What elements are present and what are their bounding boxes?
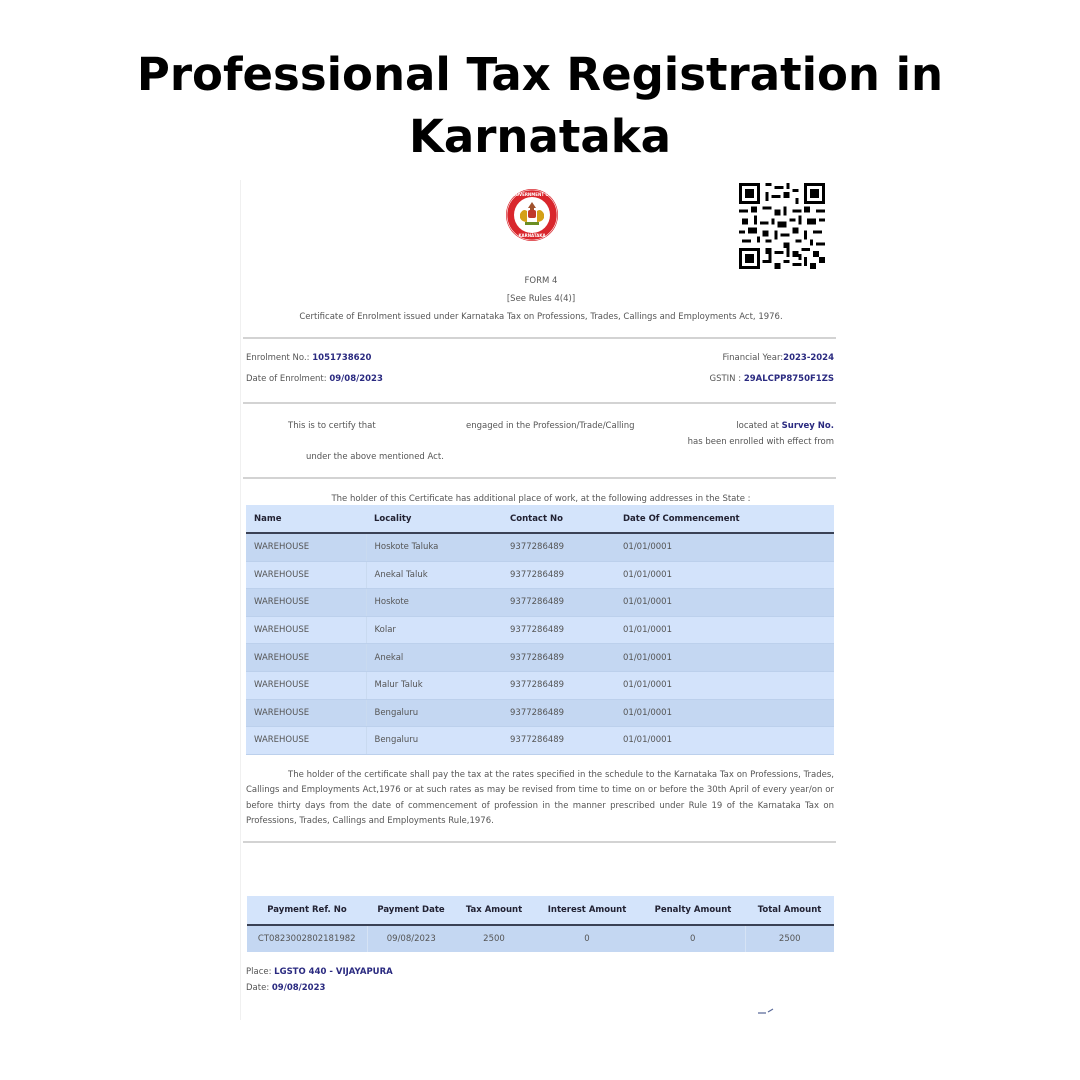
certify-text-4: has been enrolled with effect from [687,437,834,447]
cell-locality: Malur Taluk [366,671,502,699]
divider [243,477,836,479]
svg-text:GOVERNMENT OF: GOVERNMENT OF [512,192,552,197]
survey-no-value: Survey No. [781,421,834,431]
cell-commencement: 01/01/0001 [615,561,834,589]
cell-locality: Anekal [366,644,502,672]
additional-places-table [246,505,834,755]
cell-locality: Bengaluru [366,699,502,727]
date-label: Date: [246,983,270,993]
cell-name: WAREHOUSE [246,533,366,561]
tax-obligation-text: The holder of the certificate shall pay the tax at the rates specified in the schedule to the Karnataka Tax on Professions, Trades, Callings and Employments Act,1976 or at such rates as may be revised from time to time on or before the 30th April of every year/on or before thirty days from the date of commencement of profession in the manner prescribed under Rule 19 of the Karnataka Tax on Professions, Trades, Callings and Employments Rule,1976. [246,770,834,826]
cell-contact: 9377286489 [502,644,615,672]
date-of-enrolment-field [246,374,383,384]
certificate-subtitle: Certificate of Enrolment issued under Karnataka Tax on Professions, Trades, Callings and Employments Act, 1976. [299,312,783,322]
cell-name: WAREHOUSE [246,727,366,755]
date-value: 09/08/2023 [271,983,326,993]
column-header-total-amount: Total Amount [745,896,834,925]
column-header-tax-amount: Tax Amount [455,896,533,925]
financial-year-field [723,353,834,363]
certify-text-2: engaged in the Profession/Trade/Calling [466,421,635,431]
date-field [246,983,325,993]
cell-commencement: 01/01/0001 [615,589,834,617]
enrolment-no-value: 1051738620 [312,353,372,363]
financial-year-label: Financial Year: [722,353,784,363]
cell-locality: Kolar [366,616,502,644]
table-row [246,616,834,644]
certify-text-5: under the above mentioned Act. [306,452,444,462]
table-row [246,671,834,699]
cell-name: WAREHOUSE [246,699,366,727]
date-of-enrolment-label: Date of Enrolment: [246,374,327,384]
cell-name: WAREHOUSE [246,616,366,644]
cell-payment-date: 09/08/2023 [367,925,455,952]
payments-table [247,896,834,952]
table-row [246,589,834,617]
cell-locality: Hoskote Taluka [366,533,502,561]
cell-locality: Anekal Taluk [366,561,502,589]
page-title-line-2: Karnataka [408,110,671,163]
page-title-line-1: Professional Tax Registration in [136,48,944,101]
certify-text-3 [736,421,834,431]
tax-obligation-paragraph [246,768,834,829]
government-emblem-icon [503,184,561,246]
column-header-payment-ref: Payment Ref. No [247,896,367,925]
column-header-contact: Contact No [502,505,615,533]
gstin-label: GSTIN : [709,374,742,384]
cell-contact: 9377286489 [502,727,615,755]
cell-contact: 9377286489 [502,616,615,644]
signature-mark-icon [756,1008,786,1014]
date-of-enrolment-value: 09/08/2023 [329,374,383,384]
cell-commencement: 01/01/0001 [615,616,834,644]
certificate-document [240,180,841,1020]
cell-commencement: 01/01/0001 [615,671,834,699]
cell-contact: 9377286489 [502,671,615,699]
cell-commencement: 01/01/0001 [615,727,834,755]
enrolment-no-label: Enrolment No.: [246,353,310,363]
table-row [247,925,834,952]
cell-locality: Bengaluru [366,727,502,755]
table-row [246,727,834,755]
divider [243,402,836,404]
cell-name: WAREHOUSE [246,644,366,672]
additional-places-caption: The holder of this Certificate has additional place of work, at the following addresses in the State : [331,494,751,504]
divider [243,337,836,339]
gstin-field [710,374,835,384]
gstin-value: 29ALCPP8750F1ZS [743,374,834,384]
column-header-commencement: Date Of Commencement [615,505,834,533]
cell-name: WAREHOUSE [246,561,366,589]
cell-penalty-amount: 0 [641,925,745,952]
cell-interest-amount: 0 [533,925,641,952]
place-value: LGSTO 440 - VIJAYAPURA [274,967,393,977]
financial-year-value: 2023-2024 [783,353,834,363]
column-header-penalty-amount: Penalty Amount [641,896,745,925]
cell-locality: Hoskote [366,589,502,617]
cell-total-amount: 2500 [745,925,834,952]
enrolment-no-field [246,353,371,363]
divider [243,841,836,843]
cell-contact: 9377286489 [502,533,615,561]
place-field [246,967,393,977]
rule-reference: [See Rules 4(4)] [506,294,576,304]
table-row [246,561,834,589]
cell-tax-amount: 2500 [455,925,533,952]
table-row [246,533,834,561]
column-header-payment-date: Payment Date [367,896,455,925]
cell-payment-ref: CT0823002802181982 [247,925,367,952]
cell-commencement: 01/01/0001 [615,644,834,672]
column-header-locality: Locality [366,505,502,533]
cell-commencement: 01/01/0001 [615,699,834,727]
qr-code-icon [739,183,825,269]
cell-commencement: 01/01/0001 [615,533,834,561]
place-label: Place: [246,967,272,977]
table-row [246,699,834,727]
column-header-interest-amount: Interest Amount [533,896,641,925]
located-at-label: located at [736,421,779,431]
cell-contact: 9377286489 [502,699,615,727]
form-number: FORM 4 [524,276,558,286]
table-row [246,644,834,672]
certify-text-1: This is to certify that [288,421,376,431]
svg-text:KARNATAKA: KARNATAKA [518,233,546,238]
cell-contact: 9377286489 [502,589,615,617]
page-title [0,44,1080,168]
cell-name: WAREHOUSE [246,671,366,699]
column-header-name: Name [246,505,366,533]
cell-name: WAREHOUSE [246,589,366,617]
cell-contact: 9377286489 [502,561,615,589]
